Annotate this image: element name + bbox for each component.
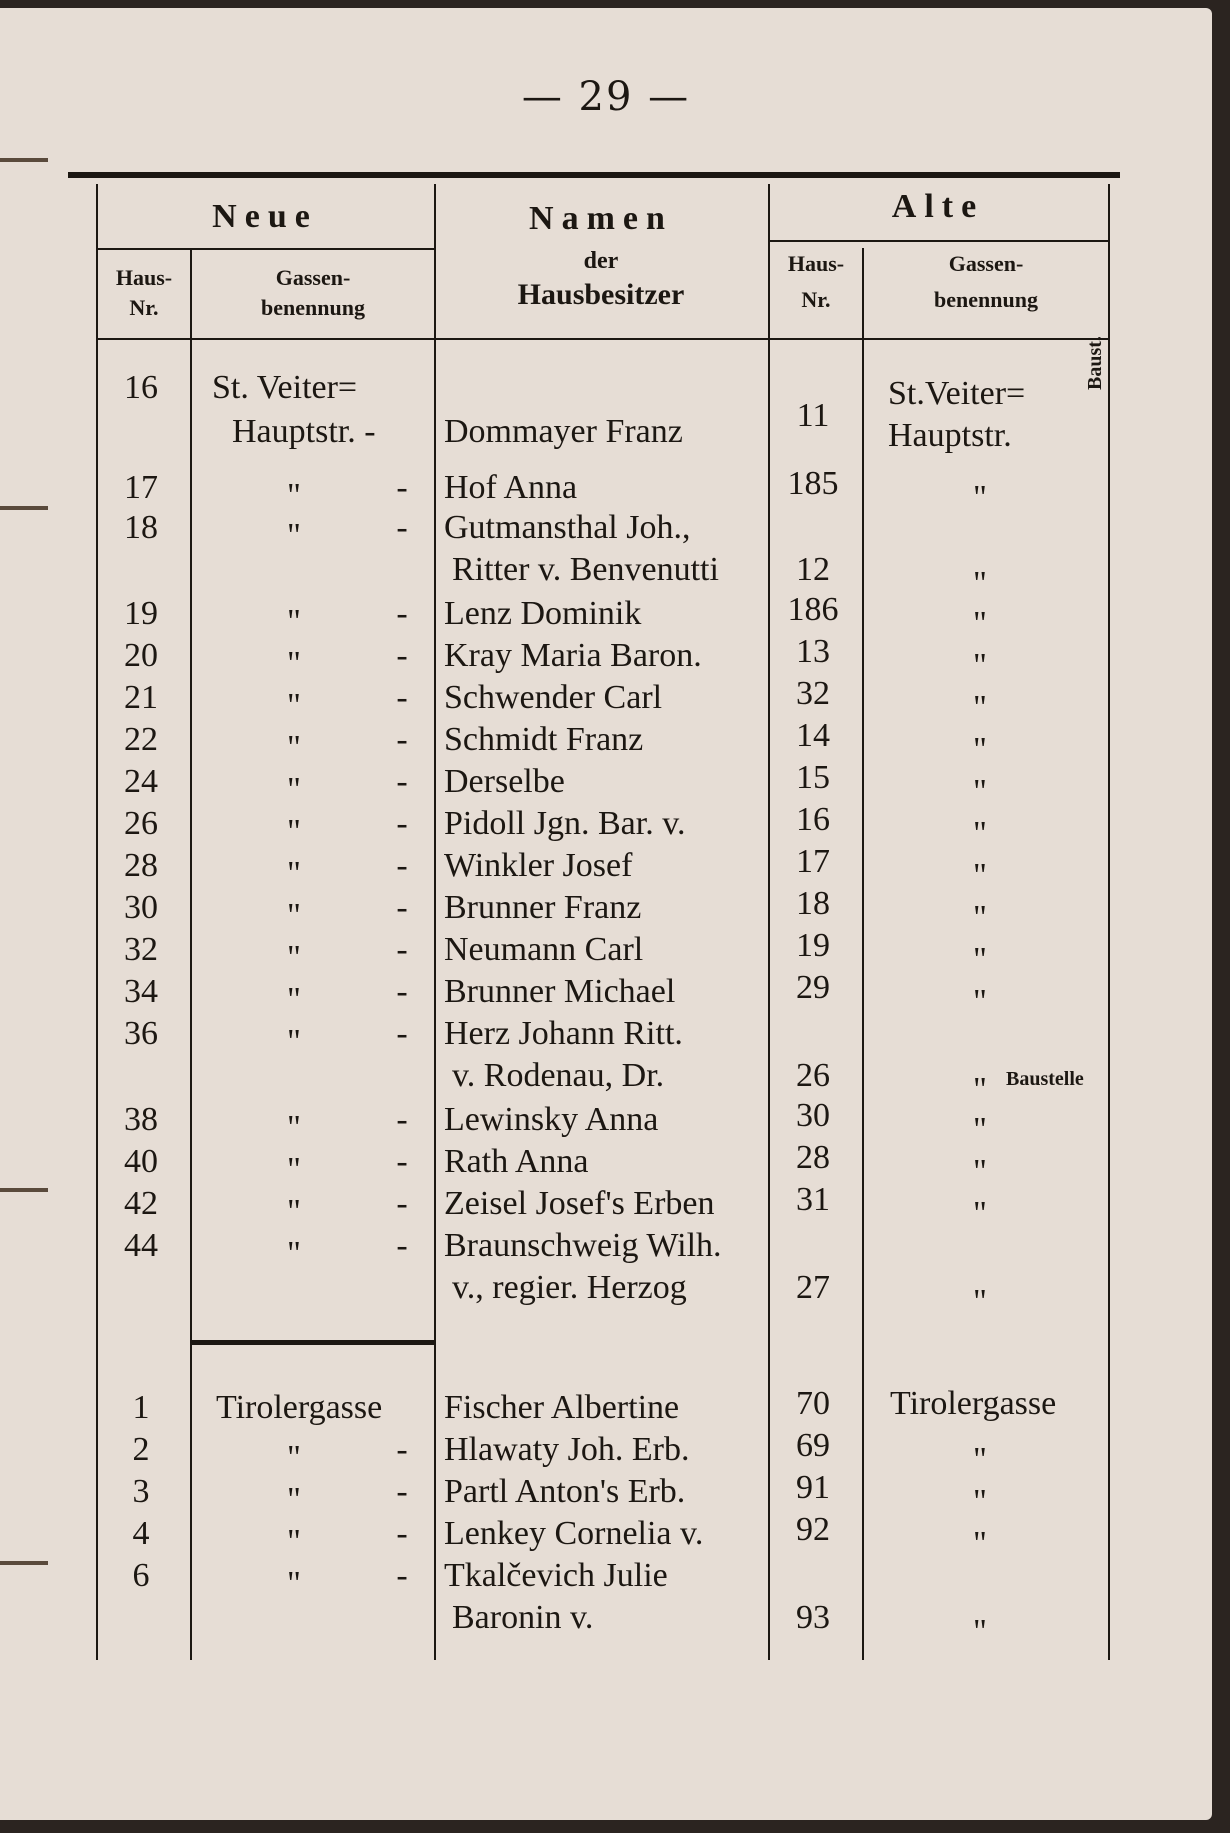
binding-thread (0, 158, 48, 162)
owner-name: Schmidt Franz (444, 721, 644, 758)
old-house-number: 11 (796, 397, 830, 434)
old-street-ditto: " (973, 983, 987, 1020)
new-house-number: 17 (124, 469, 158, 506)
old-house-number: 16 (796, 801, 830, 838)
col-divider-alte-nr (862, 248, 864, 1660)
alte-subheader-rule (768, 240, 1108, 242)
new-street-dash: - (396, 973, 408, 1010)
top-rule (68, 172, 1120, 178)
owner-name: Dommayer Franz (444, 413, 683, 450)
new-street-name-cont: Hauptstr. - (232, 413, 376, 450)
page (0, 8, 1212, 1820)
header-alte-haus: Haus- (787, 251, 845, 276)
old-house-number: 12 (796, 551, 830, 588)
new-street-dash: - (396, 679, 408, 716)
new-street-ditto: " (287, 1193, 301, 1230)
new-house-number: 36 (124, 1015, 158, 1052)
old-house-number: 13 (796, 633, 830, 670)
owner-name: Schwender Carl (444, 679, 663, 716)
new-street-ditto: " (287, 729, 301, 766)
binding-thread (0, 506, 48, 510)
old-house-number: 31 (796, 1181, 830, 1218)
old-street-name: St.Veiter= (888, 375, 1026, 412)
new-house-number: 30 (124, 889, 158, 926)
new-street-ditto: " (287, 1523, 301, 1560)
new-street-dash: - (396, 1015, 408, 1052)
old-street-name-cont: Hauptstr. (888, 417, 1012, 454)
new-house-number: 24 (124, 763, 158, 800)
new-street-dash: - (396, 1227, 408, 1264)
old-street-ditto: " (973, 731, 987, 768)
header-neue-gassen: Gassen- (275, 265, 351, 290)
owner-name: Lenz Dominik (444, 595, 642, 632)
owner-name: Derselbe (444, 763, 565, 800)
header-der: der (583, 248, 619, 274)
old-street-ditto: " (973, 1283, 987, 1320)
old-house-number: 26 (796, 1057, 830, 1094)
owner-name: Fischer Albertine (444, 1389, 680, 1426)
old-house-number: 19 (796, 927, 830, 964)
old-street-ditto: " (973, 605, 987, 642)
old-street-ditto: " (973, 815, 987, 852)
new-street-ditto: " (287, 687, 301, 724)
new-street-ditto: " (287, 1439, 301, 1476)
new-street-dash: - (396, 763, 408, 800)
owner-name: Partl Anton's Erb. (444, 1473, 686, 1510)
header-neue-benennung: benennung (261, 295, 365, 320)
owner-name-cont: Ritter v. Benvenutti (452, 551, 719, 588)
header-neue: Neue (212, 198, 318, 235)
new-street-ditto: " (287, 477, 301, 514)
header-alte: Alte (891, 188, 985, 225)
new-street-dash: - (396, 1185, 408, 1222)
old-house-number: 28 (796, 1139, 830, 1176)
old-house-number: 27 (796, 1269, 830, 1306)
old-house-number: 14 (796, 717, 830, 754)
old-street-ditto: " (973, 1525, 987, 1562)
header-neue-nr: Nr. (129, 295, 159, 320)
new-house-number: 32 (124, 931, 158, 968)
old-street-ditto: " (973, 1071, 987, 1108)
owner-name: Winkler Josef (444, 847, 633, 884)
old-street-ditto: " (973, 941, 987, 978)
header-alte-nr: Nr. (801, 287, 831, 312)
new-street-dash: - (396, 1473, 408, 1510)
owner-name-cont: v. Rodenau, Dr. (452, 1057, 665, 1094)
owner-name: Lenkey Cornelia v. (444, 1515, 704, 1552)
new-street-dash: - (396, 1515, 408, 1552)
old-house-number: 18 (796, 885, 830, 922)
old-street-ditto: " (973, 773, 987, 810)
margin-note-baustelle: Baustelle (1006, 1068, 1084, 1090)
new-street-ditto: " (287, 1565, 301, 1602)
owner-name: Brunner Franz (444, 889, 642, 926)
binding-thread (0, 1188, 48, 1192)
old-house-number: 69 (796, 1427, 830, 1464)
new-street-dash: - (396, 1431, 408, 1468)
old-house-number: 17 (796, 843, 830, 880)
old-house-number: 15 (796, 759, 830, 796)
new-house-number: 4 (132, 1515, 150, 1552)
owner-name: Lewinsky Anna (444, 1101, 659, 1138)
new-street-dash: - (396, 721, 408, 758)
owner-name-cont: v., regier. Herzog (452, 1269, 687, 1306)
new-street-ditto: " (287, 813, 301, 850)
owner-name: Kray Maria Baron. (444, 637, 702, 674)
owner-name: Tkalčevich Julie (444, 1557, 668, 1594)
new-house-number: 1 (132, 1389, 150, 1426)
old-house-number: 29 (796, 969, 830, 1006)
owner-name: Gutmansthal Joh., (444, 509, 691, 546)
header-neue-haus: Haus- (115, 265, 173, 290)
header-alte-gassen: Gassen- (948, 251, 1024, 276)
table-right-border (1108, 184, 1110, 1660)
old-house-number: 185 (787, 465, 839, 502)
new-street-dash: - (396, 595, 408, 632)
owner-name: Herz Johann Ritt. (444, 1015, 683, 1052)
old-street-ditto: " (973, 1441, 987, 1478)
new-street-ditto: " (287, 1151, 301, 1188)
new-street-ditto: " (287, 1109, 301, 1146)
new-street-dash: - (396, 1557, 408, 1594)
new-street-ditto: " (287, 897, 301, 934)
new-house-number: 28 (124, 847, 158, 884)
old-street-ditto: " (973, 1111, 987, 1148)
new-house-number: 3 (132, 1473, 150, 1510)
new-street-ditto: " (287, 1235, 301, 1272)
old-street-ditto: " (973, 647, 987, 684)
new-street-ditto: " (287, 855, 301, 892)
new-street-ditto: " (287, 1023, 301, 1060)
header-alte-benennung: benennung (934, 287, 1038, 312)
new-street-ditto: " (287, 939, 301, 976)
new-house-number: 18 (124, 509, 158, 546)
new-street-dash: - (396, 931, 408, 968)
new-street-ditto: " (287, 603, 301, 640)
owner-name: Brunner Michael (444, 973, 676, 1010)
header-hausbesitzer: Hausbesitzer (517, 278, 685, 311)
neue-subheader-rule (96, 248, 434, 250)
new-house-number: 2 (132, 1431, 150, 1468)
owner-name: Hlawaty Joh. Erb. (444, 1431, 690, 1468)
old-street-ditto: " (973, 1483, 987, 1520)
owner-name: Pidoll Jgn. Bar. v. (444, 805, 686, 842)
old-street-ditto: " (973, 565, 987, 602)
old-street-name: Tirolergasse (890, 1385, 1057, 1422)
new-house-number: 38 (124, 1101, 158, 1138)
new-house-number: 6 (132, 1557, 150, 1594)
new-street-dash: - (396, 637, 408, 674)
header-namen: Namen (529, 200, 673, 237)
new-house-number: 40 (124, 1143, 158, 1180)
new-house-number: 16 (124, 369, 158, 406)
old-house-number: 32 (796, 675, 830, 712)
owner-name: Braunschweig Wilh. (444, 1227, 722, 1264)
new-house-number: 19 (124, 595, 158, 632)
new-street-dash: - (396, 509, 408, 546)
new-street-ditto: " (287, 517, 301, 554)
new-house-number: 21 (124, 679, 158, 716)
old-house-number: 186 (787, 591, 839, 628)
new-house-number: 22 (124, 721, 158, 758)
new-house-number: 34 (124, 973, 158, 1010)
owner-name: Neumann Carl (444, 931, 644, 968)
old-house-number: 30 (796, 1097, 830, 1134)
section-separator (192, 1340, 436, 1345)
margin-note-baust: Baust. (1084, 336, 1106, 390)
owner-name: Hof Anna (444, 469, 578, 506)
new-house-number: 42 (124, 1185, 158, 1222)
owner-name: Zeisel Josef's Erben (444, 1185, 715, 1222)
header-bottom-rule (96, 338, 1108, 340)
new-street-name: St. Veiter= (212, 369, 358, 406)
new-house-number: 44 (124, 1227, 158, 1264)
old-street-ditto: " (973, 1153, 987, 1190)
new-house-number: 20 (124, 637, 158, 674)
owner-name: Rath Anna (444, 1143, 589, 1180)
new-street-ditto: " (287, 771, 301, 808)
col-divider-neue-namen (434, 184, 436, 1660)
old-house-number: 93 (796, 1599, 830, 1636)
new-street-ditto: " (287, 645, 301, 682)
new-street-dash: - (396, 805, 408, 842)
new-house-number: 26 (124, 805, 158, 842)
binding-thread (0, 1561, 48, 1565)
old-street-ditto: " (973, 1195, 987, 1232)
old-street-ditto: " (973, 1613, 987, 1650)
new-street-dash: - (396, 1101, 408, 1138)
old-house-number: 91 (796, 1469, 830, 1506)
old-street-ditto: " (973, 689, 987, 726)
old-street-ditto: " (973, 479, 987, 516)
owner-name-cont: Baronin v. (452, 1599, 594, 1636)
old-street-ditto: " (973, 857, 987, 894)
new-street-dash: - (396, 847, 408, 884)
old-street-ditto: " (973, 899, 987, 936)
page-number: — 29 — (521, 74, 691, 120)
new-street-dash: - (396, 1143, 408, 1180)
old-house-number: 92 (796, 1511, 830, 1548)
new-street-dash: - (396, 889, 408, 926)
new-street-name: Tirolergasse (216, 1389, 383, 1426)
old-house-number: 70 (796, 1385, 830, 1422)
new-street-ditto: " (287, 981, 301, 1018)
new-street-ditto: " (287, 1481, 301, 1518)
new-street-dash: - (396, 469, 408, 506)
